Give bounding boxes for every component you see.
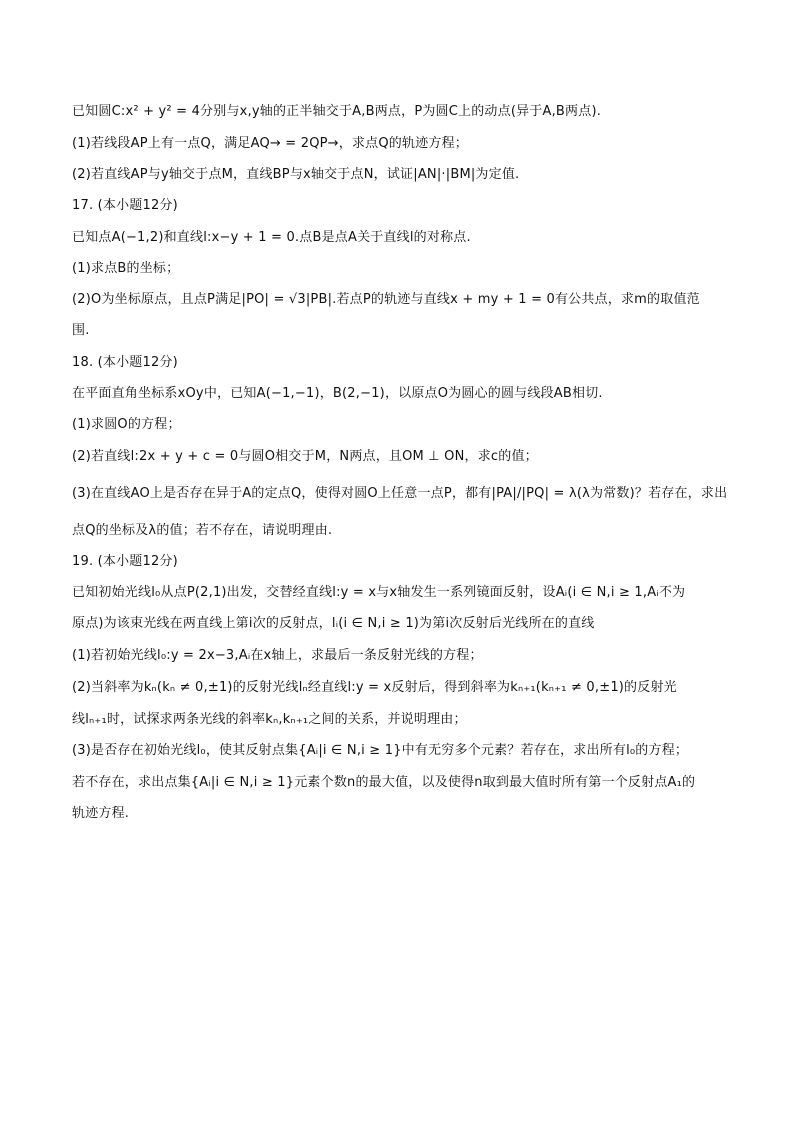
problem16-intro: 已知圆C:x² + y² = 4分别与x,y轴的正半轴交于A,B两点，P为圆C上的动点(异于A,B两点).: [72, 104, 602, 119]
problem17-part2-cont: 围.: [72, 323, 90, 338]
problem19-heading: 19. (本小题12分): [72, 554, 178, 569]
problem16-part1: (1)若线段AP上有一点Q，满足AQ→ = 2QP→，求点Q的轨迹方程；: [72, 136, 468, 151]
problem17-part1: (1)求点B的坐标；: [72, 261, 180, 276]
problem19-part3-end: 轨迹方程.: [72, 806, 130, 821]
problem18-part1: (1)求圆O的方程；: [72, 417, 181, 432]
problem18-heading: 18. (本小题12分): [72, 355, 178, 370]
problem19-part1: (1)若初始光线l₀:y = 2x−3,Aᵢ在x轴上，求最后一条反射光线的方程；: [72, 648, 483, 663]
problem19-part2: (2)当斜率为kₙ(kₙ ≠ 0,±1)的反射光线lₙ经直线l:y = x反射后，得到斜率为kₙ₊₁(kₙ₊₁ ≠ 0,±1)的反射光: [72, 680, 677, 695]
problem19-part2-cont: 线lₙ₊₁时，试探求两条光线的斜率kₙ,kₙ₊₁之间的关系，并说明理由；: [72, 712, 467, 727]
problem17-intro: 已知点A(−1,2)和直线l:x−y + 1 = 0.点B是点A关于直线l的对称点.: [72, 230, 471, 245]
problem17-part2: (2)O为坐标原点，且点P满足|PO| = √3|PB|.若点P的轨迹与直线x + my + 1 = 0有公共点，求m的取值范: [72, 292, 700, 307]
problem19-intro-cont: 原点)为该束光线在两直线上第i次的反射点，lᵢ(i ∈ N,i ≥ 1)为第i次反射后光线所在的直线: [72, 616, 595, 631]
problem18-part3: (3)在直线AO上是否存在异于A的定点Q，使得对圆O上任意一点P，都有|PA|/|PQ| = λ(λ为常数)？若存在，求出: [72, 486, 728, 501]
problem19-part3-cont: 若不存在，求出点集{Aᵢ|i ∈ N,i ≥ 1}元素个数n的最大值，以及使得n取到最大值时所有第一个反射点A₁的: [72, 775, 696, 790]
problem18-intro: 在平面直角坐标系xOy中，已知A(−1,−1)，B(2,−1)，以原点O为圆心的圆与线段AB相切.: [72, 386, 603, 401]
problem18-part3-cont: 点Q的坐标及λ的值；若不存在，请说明理由.: [72, 523, 333, 538]
problem18-part2: (2)若直线l:2x + y + c = 0与圆O相交于M，N两点，且OM ⊥ ON，求c的值；: [72, 449, 538, 464]
problem19-intro: 已知初始光线l₀从点P(2,1)出发，交替经直线l:y = x与x轴发生一系列镜面反射，设Aᵢ(i ∈ N,i ≥ 1,Aᵢ不为: [72, 585, 686, 600]
problem16-part2: (2)若直线AP与y轴交于点M，直线BP与x轴交于点N，试证|AN|·|BM|为定值.: [72, 167, 520, 182]
problem19-part3: (3)是否存在初始光线l₀，使其反射点集{Aᵢ|i ∈ N,i ≥ 1}中有无穷多个元素？若存在，求出所有l₀的方程；: [72, 743, 689, 758]
problem17-heading: 17. (本小题12分): [72, 198, 178, 213]
